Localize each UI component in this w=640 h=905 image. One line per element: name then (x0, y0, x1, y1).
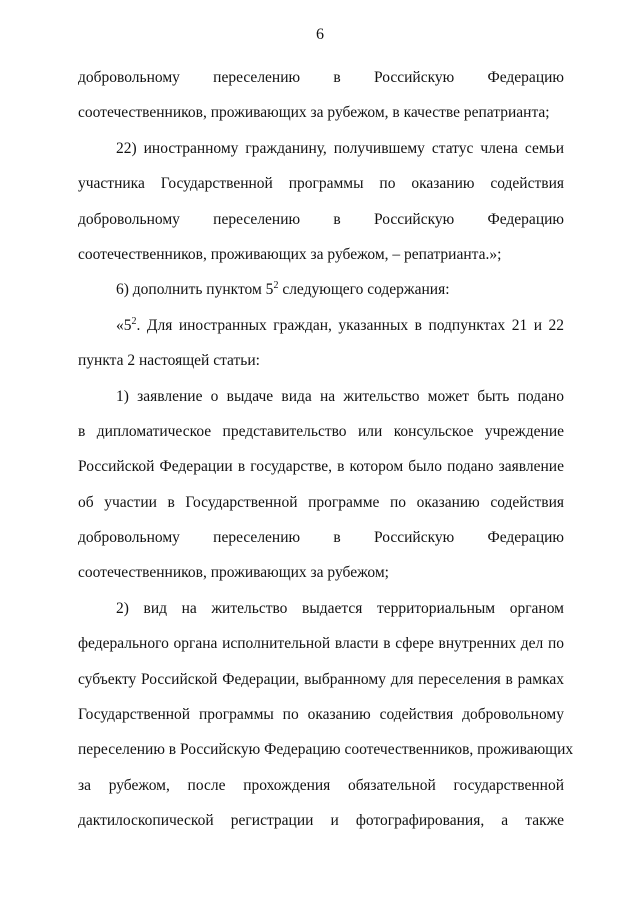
text-line: участника Государственной программы по оказанию содействия (78, 175, 564, 193)
text-line: 1) заявление о выдаче вида на жительство может быть подано (116, 387, 564, 405)
text-line: 2) вид на жительство выдается территориальным органом (116, 599, 564, 617)
text-line (78, 272, 564, 307)
document-body (78, 60, 574, 839)
text-line: в дипломатическое представительство или консульское учреждение (78, 422, 564, 440)
text-line: Государственной программы по оказанию содействия добровольному (78, 706, 564, 724)
text-line: субъекту Российской Федерации, выбранному для переселения в рамках (78, 670, 564, 688)
text-line: соотечественников, проживающих за рубежом; (78, 564, 389, 582)
text-line: 22) иностранному гражданину, получившему статус члена семьи (116, 139, 564, 157)
text-line: соотечественников, проживающих за рубежом, – репатрианта.»; (78, 245, 502, 263)
text-line: добровольному переселению в Российскую Федерацию (78, 529, 564, 547)
text-line: за рубежом, после прохождения обязательной государственной (78, 776, 564, 794)
text-line (78, 308, 564, 343)
text-line: федерального органа исполнительной власти в сфере внутренних дел по (78, 635, 564, 653)
text-fragment: «5 (116, 316, 132, 334)
text-line: переселению в Российскую Федерацию соотечественников, проживающих (78, 741, 574, 759)
superscript: 2 (131, 315, 137, 327)
text-line: об участии в Государственной программе по оказанию содействия (78, 493, 564, 511)
text-fragment: . Для иностранных граждан, указанных в подпунктах 21 и 22 (136, 316, 564, 334)
page-number: 6 (316, 26, 324, 43)
text-fragment: следующего содержания: (278, 281, 450, 299)
text-line: добровольному переселению в Российскую Федерацию (78, 210, 564, 228)
text-line: соотечественников, проживающих за рубежом, в качестве репатрианта; (78, 104, 550, 122)
text-line: дактилоскопической регистрации и фотографирования, а также (78, 812, 564, 830)
text-fragment: 6) дополнить пунктом 5 (116, 281, 274, 299)
text-line: добровольному переселению в Российскую Федерацию (78, 69, 564, 86)
text-line: Российской Федерации в государстве, в котором было подано заявление (78, 458, 564, 476)
text-line: пункта 2 настоящей статьи: (78, 352, 260, 370)
superscript: 2 (273, 280, 279, 292)
